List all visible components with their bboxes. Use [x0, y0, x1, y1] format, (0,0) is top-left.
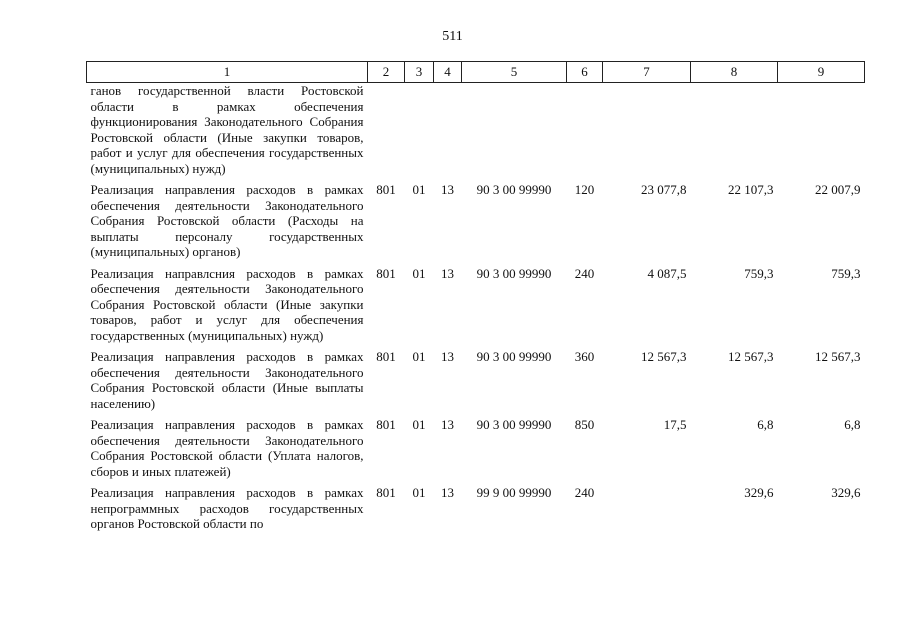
row-code-subsection: 13	[441, 182, 454, 197]
header-col-6: 6	[567, 62, 603, 83]
row-code-expense-type	[567, 83, 603, 177]
row-amount-year3: 22 007,9	[815, 182, 861, 197]
row-description: Реализация направлсния расходов в рамках обеспечения деятельности Законодательного Собрания Ростовской области (Иные закупки товаров, работ и услуг для обеспечения государственных (муниципальных) нужд)	[90, 265, 364, 343]
page-number: 511	[442, 29, 463, 44]
row-amount-year2: 759,3	[744, 265, 774, 281]
row-code-target: 90 3 00 99990	[476, 349, 552, 364]
table-row	[87, 411, 865, 479]
row-code-expense-type: 850	[574, 417, 595, 432]
row-amount-year2: 6,8	[757, 417, 774, 432]
budget-table	[86, 61, 865, 532]
header-col-4: 4	[434, 62, 462, 83]
row-code-ministry	[368, 83, 405, 177]
row-code-ministry: 801	[376, 182, 396, 197]
header-col-2: 2	[368, 62, 405, 83]
table-row	[87, 343, 865, 411]
row-code-section: 01	[412, 182, 426, 197]
row-code-target	[462, 83, 567, 177]
table-row	[87, 260, 865, 344]
row-code-target: 90 3 00 99990	[476, 417, 552, 432]
row-amount-year2: 329,6	[744, 485, 774, 500]
row-code-expense-type: 240	[574, 265, 595, 281]
row-code-expense-type: 240	[574, 485, 595, 500]
row-code-expense-type: 120	[574, 182, 595, 197]
row-amount-year3: 759,3	[831, 265, 861, 281]
row-amount-year3	[778, 83, 865, 177]
header-col-7: 7	[603, 62, 691, 83]
header-col-5: 5	[462, 62, 567, 83]
row-code-ministry: 801	[376, 417, 396, 432]
row-amount-year2	[691, 83, 778, 177]
header-col-9: 9	[778, 62, 865, 83]
table-row	[87, 479, 865, 532]
table-row	[87, 83, 865, 177]
row-code-ministry: 801	[376, 485, 396, 500]
table-row	[87, 176, 865, 260]
row-description: ганов государственной власти Ростовской области в рамках обеспечения функционирования Законодательного Собрания Ростовской области (Иные закупки товаров, работ и услуг для обеспечения государственных (муниципальных) нужд)	[90, 83, 364, 176]
row-amount-year3: 6,8	[844, 417, 861, 432]
row-description: Реализация направления расходов в рамках обеспечения деятельности Законодательного Собрания Ростовской области (Иные выплаты населению)	[90, 349, 364, 411]
row-code-section: 01	[412, 417, 426, 432]
row-amount-year1	[603, 479, 691, 532]
row-code-subsection	[434, 83, 462, 177]
row-code-expense-type: 360	[574, 349, 595, 364]
header-col-3: 3	[405, 62, 434, 83]
row-code-subsection: 13	[441, 265, 454, 281]
row-code-section	[405, 83, 434, 177]
row-code-ministry: 801	[376, 265, 396, 281]
row-amount-year1: 23 077,8	[641, 182, 687, 197]
row-amount-year1: 12 567,3	[641, 349, 687, 364]
row-code-target: 99 9 00 99990	[476, 485, 552, 500]
row-code-section: 01	[412, 349, 426, 364]
row-amount-year1	[603, 83, 691, 177]
header-row	[87, 62, 865, 83]
row-amount-year3: 329,6	[831, 485, 861, 500]
row-code-section: 01	[412, 485, 426, 500]
row-code-section: 01	[412, 265, 426, 281]
row-description: Реализация направления расходов в рамках обеспечения деятельности Законодательного Собрания Ростовской области (Уплата налогов, сборов и иных платежей)	[90, 417, 364, 479]
row-amount-year2: 12 567,3	[728, 349, 774, 364]
row-description: Реализация направления расходов в рамках непрограммных расходов государственных органов Ростовской области по	[90, 485, 364, 531]
row-code-subsection: 13	[441, 349, 454, 364]
row-code-subsection: 13	[441, 485, 454, 500]
row-amount-year3: 12 567,3	[815, 349, 861, 364]
row-amount-year1: 17,5	[663, 417, 687, 432]
row-code-ministry: 801	[376, 349, 396, 364]
row-code-subsection: 13	[441, 417, 454, 432]
row-code-target: 90 3 00 99990	[476, 265, 552, 281]
header-col-8: 8	[691, 62, 778, 83]
row-code-target: 90 3 00 99990	[476, 182, 552, 197]
row-amount-year1: 4 087,5	[647, 265, 687, 281]
row-description: Реализация направления расходов в рамках обеспечения деятельности Законодательного Собрания Ростовской области (Расходы на выплаты персоналу государственных (муниципальных) органов)	[90, 182, 364, 259]
row-amount-year2: 22 107,3	[728, 182, 774, 197]
header-col-1: 1	[87, 62, 368, 83]
